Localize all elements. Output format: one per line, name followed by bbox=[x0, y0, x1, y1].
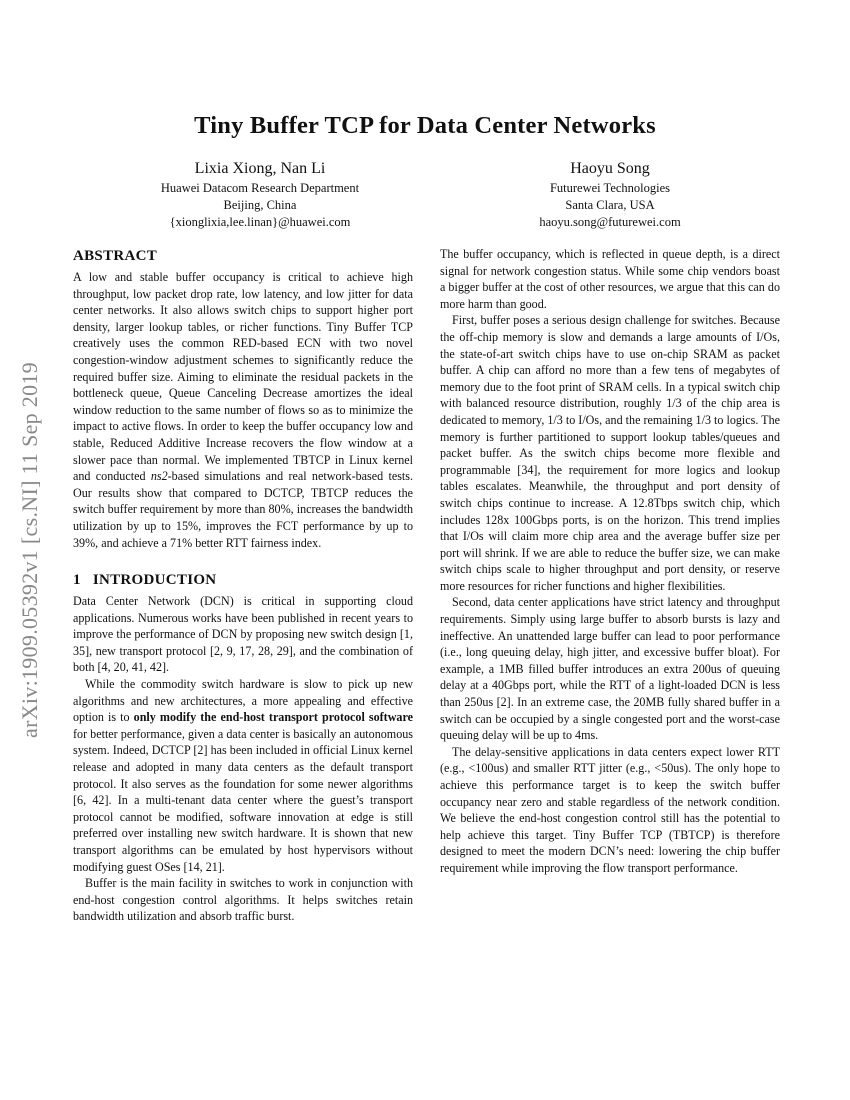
author-affiliation: Huawei Datacom Research Department bbox=[160, 181, 360, 195]
author-affiliation: Futurewei Technologies bbox=[549, 181, 671, 195]
arxiv-stamp-text: arXiv:1909.05392v1 [cs.NI] 11 Sep 2019 bbox=[17, 362, 42, 738]
abstract-text-italic: ns2 bbox=[150, 469, 168, 484]
intro-paragraph-7: The delay-sensitive applications in data centers expect lower RTT (e.g., <100us) and smaller RTT jitter (e.g., <50us). The only hope to achieve this performance target is to keep the switch buffer occupancy near zero and stable regardless of the network condition. We believe the end-host congestion control still has the potential to help achieve this target. Tiny Buffer TCP (TBTCP) is therefore designed to meet the modern DCN’s need: lowering the chip buffer requirement while improving the flow transport performance. bbox=[440, 744, 780, 875]
intro-paragraph-5: First, buffer poses a serious design challenge for switches. Because the off-chip memory is slow and demands a large amounts of I/Os, the state-of-art switch chips have to use on-chip SRAM as packet buffer. A chip can afford no more than a few tens of megabytes of memory due to the foot print of SRAM cells. In a typical switch chip with balanced resource distribution, roughly 1/3 of the chip area is dedicated to memory, 1/3 to I/Os, and the remaining 1/3 to logics. The memory is further partitioned to support lookup tables/queues and packet buffer. As the switch chips become more flexible and programmable [34], the requirement for more logics and lookup tables escalates. Meanwhile, the throughput and port density of switch chips continue to increase. A 12.8Tbps switch chip, which includes 128x 100Gbps ports, is on the horizon. This trend implies that I/Os will claim more chip area and the average buffer size per port will shrink. If we are able to reduce the buffer size, we can make switch chips scale to higher throughput and port density, or reserve more resources for richer functions and higher flexibilities. bbox=[440, 313, 780, 593]
author-location: Santa Clara, USA bbox=[565, 198, 655, 212]
right-column bbox=[440, 246, 780, 877]
author-names: Lixia Xiong, Nan Li bbox=[194, 160, 326, 177]
intro-paragraph-3: Buffer is the main facility in switches to work in conjunction with end-host congestion control algorithms. It helps switches retain bandwidth utilization and absorb traffic burst. bbox=[73, 876, 413, 924]
abstract-text-part: A low and stable buffer occupancy is critical to achieve high throughput, low packet drop rate, low latency, and low jitter for data center networks. It also allows switch chips to support higher port density, larger lookup tables, or richer functions. Tiny Buffer TCP creatively uses the common RED-based ECN with two novel congestion-window adjustment schemes to significantly reduce the required buffer size. Aiming to eliminate the residual packets in the bottleneck queue, Queue Canceling Decrease amortizes the ideal window reduction to the same number of flows so as to minimize the impact to active flows. In order to keep the buffer occupancy low and stable, Reduced Additive Increase recovers the flow window at a slower pace than normal. We implemented TBTCP in Linux kernel and conducted bbox=[73, 270, 413, 484]
author-names: Haoyu Song bbox=[570, 160, 650, 177]
paragraph-text: While the commodity switch hardware is slow to pick up new algorithms and new architectures, a more appealing and effective option is to bbox=[73, 677, 413, 725]
paper-title: Tiny Buffer TCP for Data Center Networks bbox=[194, 112, 656, 139]
author-block-1 bbox=[100, 158, 420, 231]
intro-paragraph-6: Second, data center applications have strict latency and throughput requirements. Simply using large buffer to absorb bursts is lazy and ineffective. An unattended large buffer can lead to poor performance (i.e., long queuing delay, high jitter, and excessive buffer bloat). For example, a 1MB filled buffer introduces an extra 200us of queuing delay at a 40Gbps port, while the RTT of a light-loaded DCN is less than 250us [2]. In an extreme case, the 20MB fully shared buffer in a switch can be occupied by a single congested port and the worst-case queuing delay will be up to 4ms. bbox=[440, 595, 780, 743]
paragraph-bold-text: only modify the end-host transport protocol software bbox=[133, 710, 414, 725]
author-email: haoyu.song@futurewei.com bbox=[539, 215, 681, 229]
paragraph-text: for better performance, given a data center is basically an autonomous system. Indeed, DCTCP [2] has been included in official Linux kernel release and adopted in many data centers as the default transport protocol. It also serves as the foundation for some newer algorithms [6, 42]. In a multi-tenant data center where the guest’s transport protocol cannot be modified, software innovation at edge is still preferred over installing new switch hardware. It is shown that new transport algorithms can be emulated by host hypervisors without modifying guest OSes [14, 21]. bbox=[73, 726, 413, 874]
left-column bbox=[73, 246, 413, 925]
author-email: {xionglixia,lee.linan}@huawei.com bbox=[169, 215, 351, 229]
section-title: INTRODUCTION bbox=[92, 572, 217, 589]
intro-paragraph-1: Data Center Network (DCN) is critical in supporting cloud applications. Numerous works have been published in recent years to improve the performance of DCN by proposing new switch design [1, 35], new transport protocol [2, 9, 17, 28, 29], and the combination of both [4, 20, 41, 42]. bbox=[73, 594, 413, 675]
intro-paragraph-2 bbox=[73, 676, 413, 875]
author-location: Beijing, China bbox=[223, 198, 297, 212]
introduction-heading bbox=[73, 570, 413, 590]
author-block-2 bbox=[440, 158, 780, 231]
abstract-text-part: -based simulations and real network-based tests. Our results show that compared to DCTCP, TBTCP reduces the switch buffer requirement by more than 80%, increases the bandwidth utilization by up to 15%, improves the FCT performance by up to 39%, and achieve a 71% better RTT fairness index. bbox=[73, 469, 413, 550]
abstract-text bbox=[73, 269, 413, 551]
abstract-heading: ABSTRACT bbox=[73, 248, 158, 264]
section-number: 1 bbox=[73, 572, 81, 589]
intro-paragraph-4: The buffer occupancy, which is reflected in queue depth, is a direct signal for network congestion status. While some chip vendors boast a bigger buffer at the cost of other resources, we argue that this can do more harm than good. bbox=[440, 247, 780, 311]
